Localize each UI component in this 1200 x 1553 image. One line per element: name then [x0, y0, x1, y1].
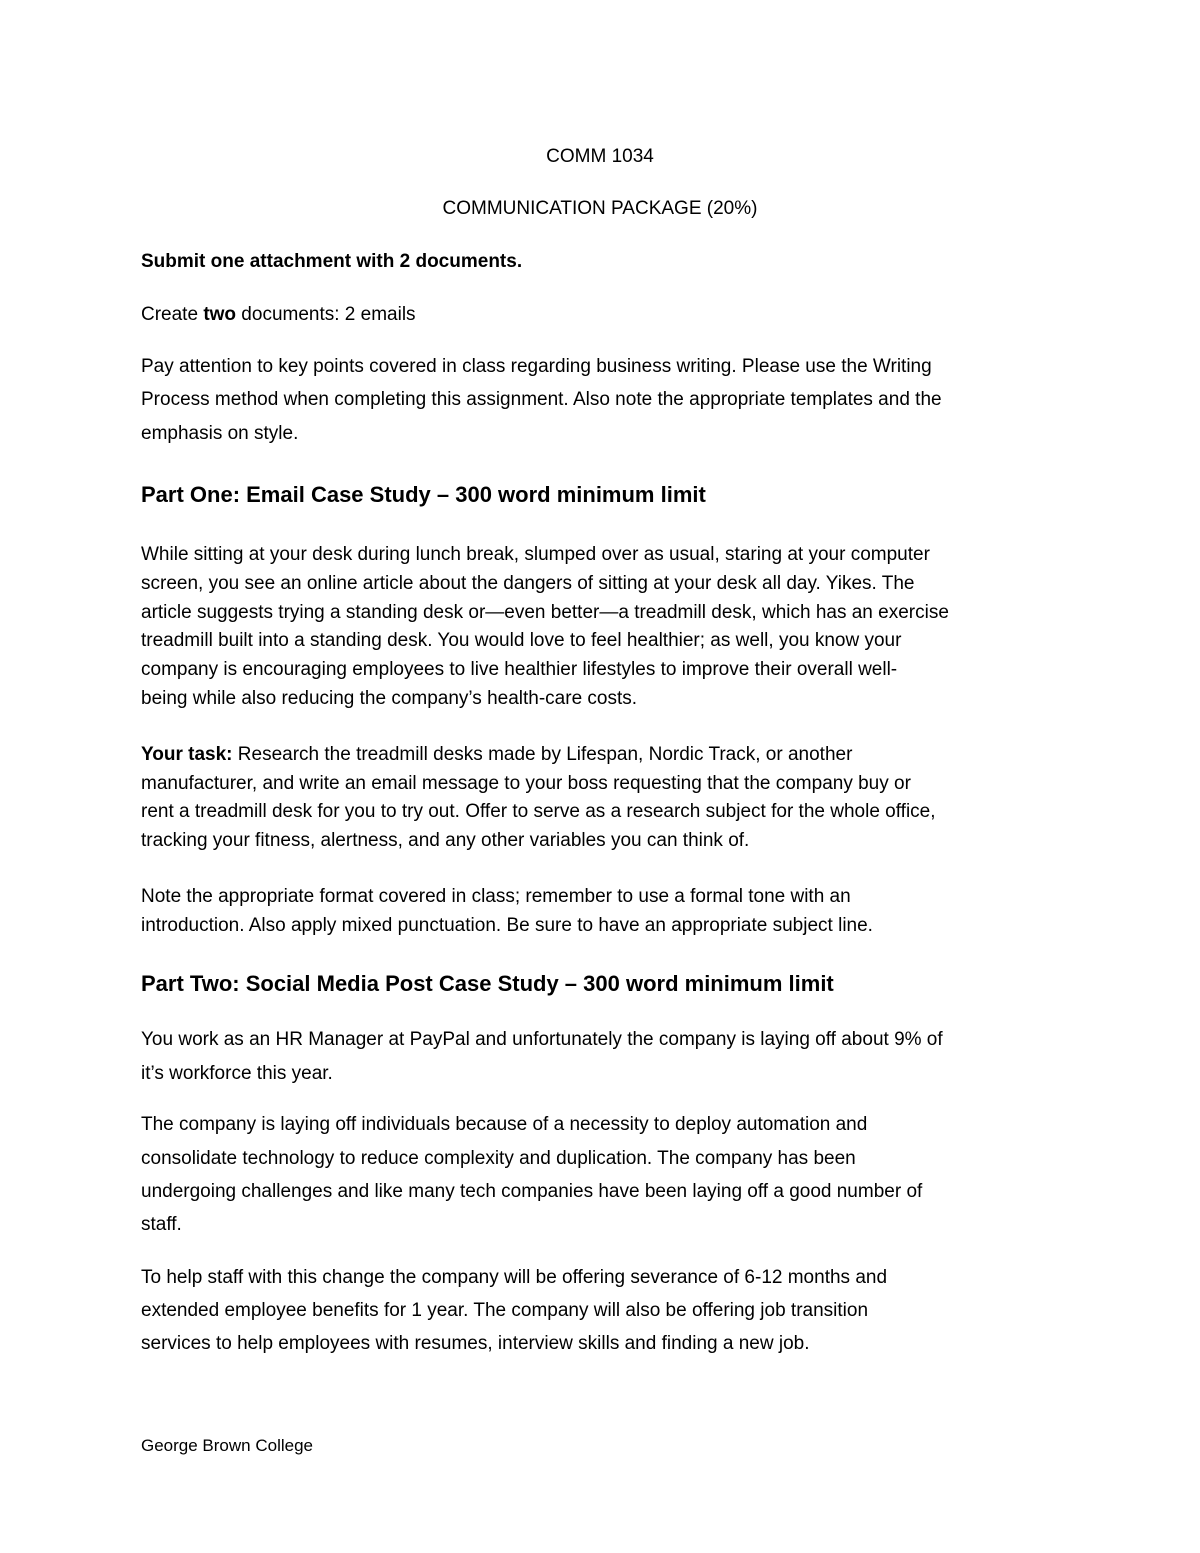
task-line: tracking your fitness, alertness, and any other variables you can think of. — [141, 830, 750, 851]
part-two-heading: Part Two: Social Media Post Case Study – 300 word minimum limit — [141, 971, 834, 996]
paragraph-line: services to help employees with resumes, interview skills and finding a new job. — [141, 1333, 810, 1354]
part-one-heading: Part One: Email Case Study – 300 word minimum limit — [141, 482, 706, 507]
scenario-line: article suggests trying a standing desk or—even better—a treadmill desk, which has an exercise — [141, 602, 949, 623]
scenario-line: screen, you see an online article about the dangers of sitting at your desk all day. Yikes. The — [141, 573, 915, 594]
paragraph-line: staff. — [141, 1214, 182, 1235]
submit-instruction: Submit one attachment with 2 documents. — [141, 251, 523, 272]
paragraph-line: it’s workforce this year. — [141, 1063, 333, 1084]
scenario-line: treadmill built into a standing desk. You would love to feel healthier; as well, you know your — [141, 630, 902, 651]
create-suffix: documents: 2 emails — [236, 304, 416, 325]
task-line: rent a treadmill desk for you to try out. Offer to serve as a research subject for the whole office, — [141, 801, 936, 822]
paragraph-line: You work as an HR Manager at PayPal and unfortunately the company is laying off about 9% of — [141, 1029, 943, 1050]
task-line — [141, 743, 852, 767]
note-line: introduction. Also apply mixed punctuation. Be sure to have an appropriate subject line. — [141, 915, 873, 936]
attention-line: Pay attention to key points covered in class regarding business writing. Please use the Writing — [141, 356, 932, 377]
paragraph-line: consolidate technology to reduce complexity and duplication. The company has been — [141, 1148, 856, 1169]
paragraph-line: To help staff with this change the company will be offering severance of 6-12 months and — [141, 1267, 888, 1288]
course-code: COMM 1034 — [546, 146, 654, 167]
note-line: Note the appropriate format covered in class; remember to use a formal tone with an — [141, 886, 851, 907]
task-text: Research the treadmill desks made by Lifespan, Nordic Track, or another — [232, 744, 853, 765]
task-line: manufacturer, and write an email message to your boss requesting that the company buy or — [141, 773, 911, 794]
paragraph-line: The company is laying off individuals because of a necessity to deploy automation and — [141, 1114, 868, 1135]
attention-line: emphasis on style. — [141, 423, 299, 444]
task-label: Your task: — [141, 744, 233, 765]
create-emphasis: two — [203, 304, 237, 325]
document-title: COMMUNICATION PACKAGE (20%) — [442, 198, 758, 219]
footer-institution: George Brown College — [141, 1436, 313, 1455]
attention-line: Process method when completing this assignment. Also note the appropriate templates and the — [141, 389, 942, 410]
create-prefix: Create — [141, 304, 204, 325]
scenario-line: company is encouraging employees to live healthier lifestyles to improve their overall well- — [141, 659, 898, 680]
paragraph-line: extended employee benefits for 1 year. The company will also be offering job transition — [141, 1300, 869, 1321]
create-instruction — [141, 303, 416, 327]
scenario-line: While sitting at your desk during lunch break, slumped over as usual, staring at your computer — [141, 544, 930, 565]
paragraph-line: undergoing challenges and like many tech companies have been laying off a good number of — [141, 1181, 923, 1202]
scenario-line: being while also reducing the company’s health-care costs. — [141, 688, 638, 709]
